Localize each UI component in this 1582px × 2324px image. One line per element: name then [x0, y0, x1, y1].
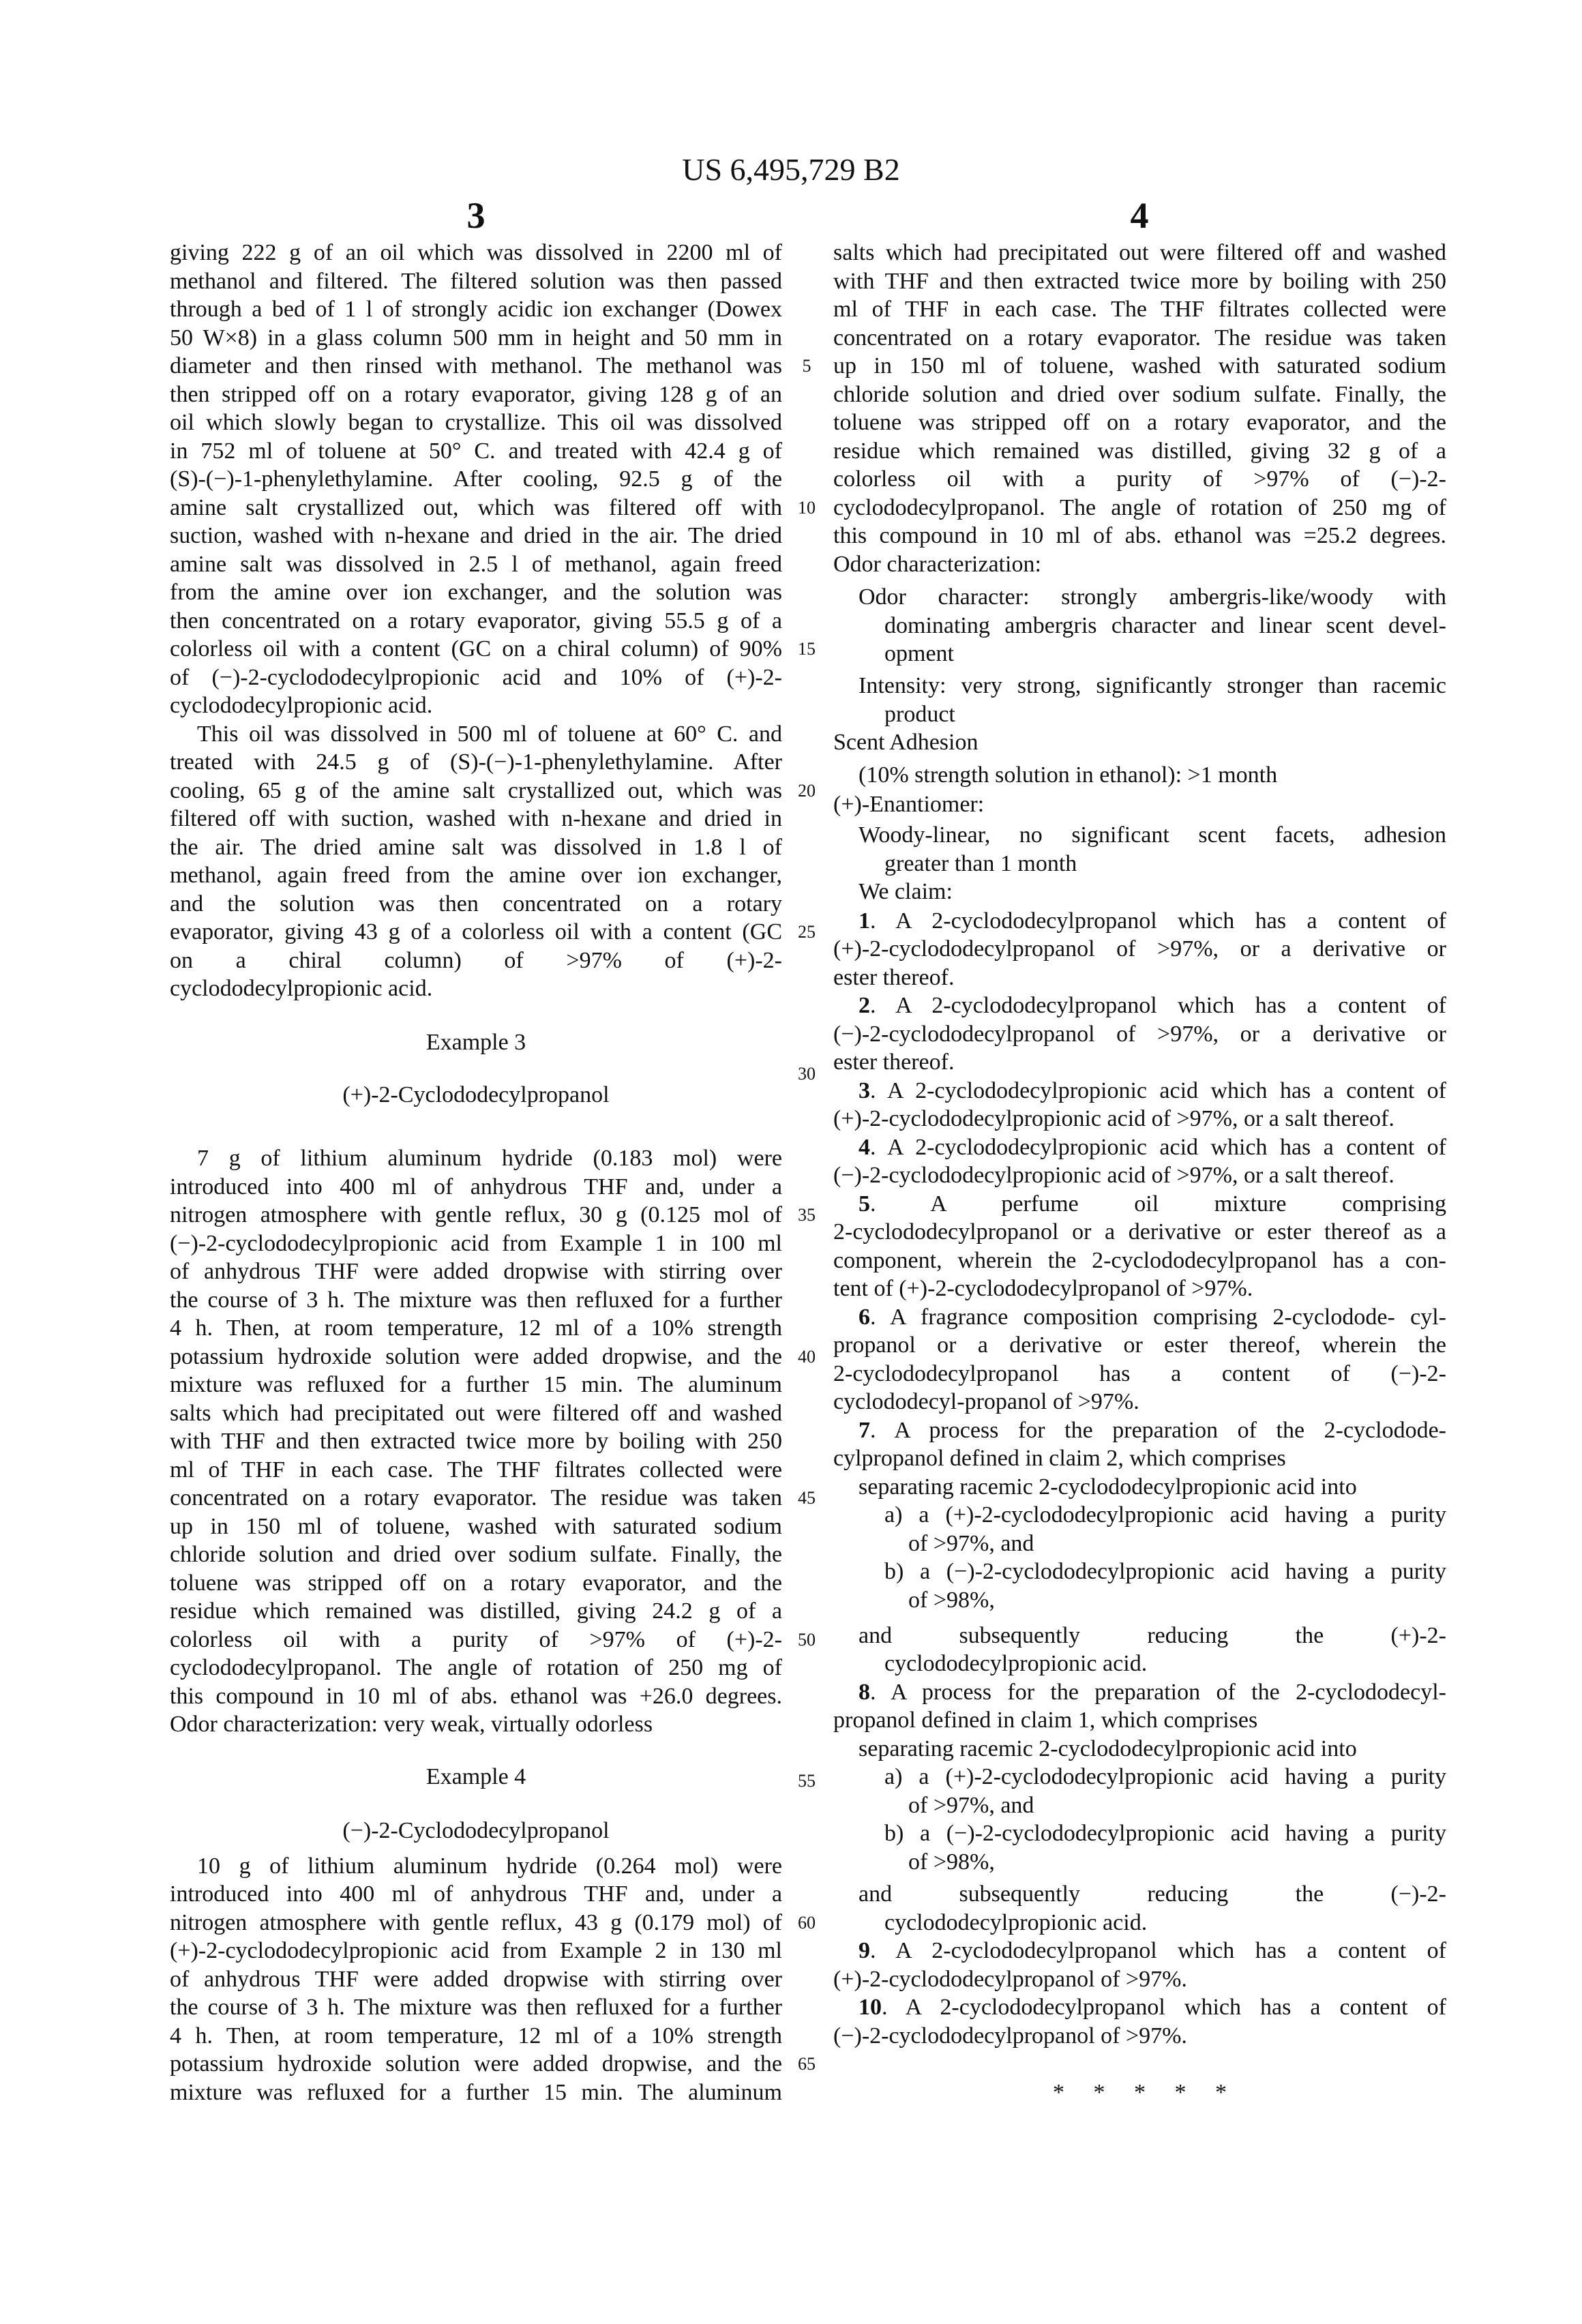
line-text: This oil was dissolved in 500 ml of toluene at 60° C. and [197, 721, 782, 747]
line-text: cyclododecylpropionic acid. [170, 693, 432, 718]
text-line [833, 522, 1446, 550]
text-line [833, 324, 1446, 353]
text-line [170, 381, 782, 409]
line-text: and subsequently reducing the (−)-2- [859, 1881, 1446, 1907]
line-text: colorless oil with a content (GC on a chiral column) of 90% [170, 636, 782, 661]
line-number: 65 [793, 2050, 820, 2079]
claim-line [833, 1360, 1446, 1388]
line-text: Intensity: very strong, significantly stronger than racemic [859, 673, 1446, 698]
line-number: 40 [793, 1343, 820, 1371]
claim-line [833, 1275, 1446, 1303]
text-line [197, 1144, 782, 1173]
line-text: cyclododecylpropionic acid. [884, 1910, 1147, 1935]
claim-item-line [908, 1848, 1446, 1877]
line-text: Odor character: strongly ambergris-like/woody with [859, 584, 1446, 610]
text-line [170, 607, 782, 636]
line-text: this compound in 10 ml of abs. ethanol was +26.0 degrees. [170, 1684, 782, 1709]
claim-step-line [859, 1735, 1446, 1763]
text-line [170, 1937, 782, 1965]
claim-step-line [884, 1909, 1446, 1937]
section-heading [170, 1028, 782, 1057]
claim-line [833, 1161, 1446, 1190]
line-text: the course of 3 h. The mixture was then refluxed for a further [170, 1287, 782, 1313]
claim-line [833, 2022, 1446, 2051]
label-line [833, 728, 1446, 757]
line-text: chloride solution and dried over sodium sulfate. Finally, the [833, 382, 1446, 407]
line-text: (+)-2-Cyclododecylpropanol [342, 1082, 609, 1107]
line-text: salts which had precipitated out were filtered off and washed [170, 1401, 782, 1426]
claim-line [833, 1048, 1446, 1077]
claim-step-line [884, 1650, 1446, 1678]
text-line [170, 2022, 782, 2051]
line-text: a) a (+)-2-cyclododecylpropionic acid having a purity [884, 1764, 1446, 1789]
claim-line [859, 992, 1446, 1020]
line-text: with THF and then extracted twice more by boiling with 250 [833, 269, 1446, 294]
line-number: 10 [793, 494, 820, 522]
patent-number: US 6,495,729 B2 [0, 151, 1582, 188]
line-text: Example 3 [426, 1030, 526, 1055]
line-text: mixture was refluxed for a further 15 min. The aluminum [170, 2080, 782, 2105]
line-number: 60 [793, 1909, 820, 1937]
claim-number: 6 [859, 1305, 870, 1330]
line-text: . A 2-cyclododecylpropanol which has a content of [870, 1938, 1446, 1963]
text-line [170, 890, 782, 919]
text-line [884, 850, 1446, 878]
line-number: 55 [793, 1767, 820, 1796]
line-text: (−)-2-cyclododecylpropanol of >97%, or a derivative or [833, 1022, 1446, 1047]
line-text: oil which slowly began to crystallize. This oil was dissolved [170, 410, 782, 435]
label-line [833, 550, 1446, 579]
text-line [170, 748, 782, 777]
line-text: ester thereof. [833, 1049, 954, 1075]
text-line [833, 352, 1446, 381]
line-text: 4 h. Then, at room temperature, 12 ml of a 10% strength [170, 2023, 782, 2049]
line-text: separating racemic 2-cyclododecylpropionic acid into [859, 1736, 1357, 1761]
line-text: through a bed of 1 l of strongly acidic ion exchanger (Dowex [170, 297, 782, 322]
line-text: residue which remained was distilled, giving 32 g of a [833, 438, 1446, 464]
line-text: cooling, 65 g of the amine salt crystallized out, which was [170, 778, 782, 803]
text-line [170, 1230, 782, 1258]
claim-line [833, 1105, 1446, 1133]
line-text: from the amine over ion exchanger, and the solution was [170, 580, 782, 605]
line-text: . A process for the preparation of the 2-cyclododecyl- [870, 1680, 1446, 1705]
text-line [170, 691, 782, 720]
line-text: . A 2-cyclododecylpropionic acid which has a content of [870, 1135, 1446, 1160]
line-text: the course of 3 h. The mixture was then refluxed for a further [170, 1995, 782, 2020]
text-line [170, 352, 782, 381]
line-text: cyclododecyl-propanol of >97%. [833, 1389, 1139, 1414]
line-text: ester thereof. [833, 965, 954, 990]
text-line [170, 777, 782, 805]
line-text: b) a (−)-2-cyclododecylpropionic acid having a purity [884, 1559, 1446, 1584]
left-text-column [170, 0, 782, 2324]
line-text: product [884, 702, 955, 727]
claim-line [833, 1444, 1446, 1473]
claim-number: 7 [859, 1418, 870, 1443]
column-number-left: 3 [442, 194, 510, 237]
line-text: of >98%, [908, 1849, 995, 1875]
claim-item-line [908, 1586, 1446, 1615]
text-line [170, 1173, 782, 1202]
line-text: nitrogen atmosphere with gentle reflux, 30 g (0.125 mol of [170, 1202, 782, 1227]
text-line [833, 408, 1446, 437]
end-of-document-mark [833, 2079, 1446, 2107]
line-text: 10 g of lithium aluminum hydride (0.264 mol) were [197, 1853, 782, 1879]
line-text: * * * * * [1053, 2080, 1227, 2105]
line-number: 25 [793, 918, 820, 947]
line-text: opment [884, 641, 954, 666]
text-line [833, 494, 1446, 522]
line-number: 30 [793, 1060, 820, 1088]
line-text: ml of THF in each case. The THF filtrates collected were [833, 297, 1446, 322]
text-line [170, 1427, 782, 1456]
text-line [170, 664, 782, 692]
line-text: salts which had precipitated out were filtered off and washed [833, 240, 1446, 265]
text-line [859, 672, 1446, 700]
text-line [170, 408, 782, 437]
line-text: (+)-2-cyclododecylpropanol of >97%. [833, 1967, 1187, 1992]
line-text: concentrated on a rotary evaporator. The residue was taken [170, 1485, 782, 1510]
text-line [833, 239, 1446, 267]
text-line [884, 640, 1446, 668]
line-text: . A process for the preparation of the 2-cyclodode- [870, 1418, 1446, 1443]
label-line [833, 790, 1446, 819]
claim-number: 1 [859, 908, 870, 934]
text-line [170, 1654, 782, 1682]
line-text: introduced into 400 ml of anhydrous THF and, under a [170, 1174, 782, 1200]
line-text: component, wherein the 2-cyclododecylpropanol has a con- [833, 1248, 1446, 1273]
line-text: chloride solution and dried over sodium sulfate. Finally, the [170, 1542, 782, 1567]
text-line [170, 494, 782, 522]
text-line [859, 821, 1446, 850]
line-text: colorless oil with a purity of >97% of (+)-2- [170, 1627, 782, 1652]
line-text: introduced into 400 ml of anhydrous THF and, under a [170, 1881, 782, 1907]
line-text: methanol and filtered. The filtered solution was then passed [170, 269, 782, 294]
line-text: a) a (+)-2-cyclododecylpropionic acid having a purity [884, 1502, 1446, 1528]
claim-line [833, 1388, 1446, 1416]
column-number-right: 4 [1105, 194, 1174, 237]
text-line [170, 635, 782, 664]
text-line [170, 1314, 782, 1343]
line-number: 15 [793, 635, 820, 664]
line-text: amine salt was dissolved in 2.5 l of methanol, again freed [170, 552, 782, 577]
line-text: cyclododecylpropionic acid. [884, 1651, 1147, 1676]
line-text: with THF and then extracted twice more by boiling with 250 [170, 1429, 782, 1454]
claim-line [859, 1993, 1446, 2022]
line-text: dominating ambergris character and linear scent devel- [884, 613, 1446, 638]
text-line [170, 1343, 782, 1371]
claim-item-line [908, 1530, 1446, 1558]
text-line [170, 1993, 782, 2022]
claim-item-line [884, 1763, 1446, 1791]
text-line [170, 1626, 782, 1654]
line-text: concentrated on a rotary evaporator. The residue was taken [833, 325, 1446, 351]
line-text: cyclododecylpropanol. The angle of rotation of 250 mg of [170, 1655, 782, 1680]
claim-number: 8 [859, 1680, 870, 1705]
line-text: (S)-(−)-1-phenylethylamine. After cooling, 92.5 g of the [170, 466, 782, 492]
line-text: then concentrated on a rotary evaporator, giving 55.5 g of a [170, 608, 782, 634]
line-text: treated with 24.5 g of (S)-(−)-1-phenylethylamine. After [170, 749, 782, 775]
text-line [170, 861, 782, 890]
text-line [170, 522, 782, 550]
line-text: evaporator, giving 43 g of a colorless oil with a content (GC [170, 919, 782, 944]
text-line [170, 833, 782, 862]
claim-line [859, 907, 1446, 936]
claim-step-line [859, 1622, 1446, 1650]
line-text: cyclododecylpropanol. The angle of rotation of 250 mg of [833, 495, 1446, 520]
line-text: (−)-2-cyclododecylpropionic acid of >97%, or a salt thereof. [833, 1163, 1394, 1188]
text-line [170, 1880, 782, 1909]
line-text: of anhydrous THF were added dropwise with stirring over [170, 1259, 782, 1284]
line-text: of >97%, and [908, 1531, 1034, 1556]
line-text: toluene was stripped off on a rotary evaporator, and the [170, 1570, 782, 1596]
line-number: 5 [793, 352, 820, 381]
claim-number: 3 [859, 1078, 870, 1103]
line-text: and the solution was then concentrated on a rotary [170, 891, 782, 917]
line-text: (−)-2-cyclododecylpropanol of >97%. [833, 2023, 1187, 2049]
claim-number: 5 [859, 1191, 870, 1217]
text-line [170, 1965, 782, 1994]
text-line [170, 1909, 782, 1937]
line-text: amine salt crystallized out, which was filtered off with [170, 495, 782, 520]
text-line [170, 974, 782, 1003]
text-line [170, 1201, 782, 1230]
line-text: (+)-2-cyclododecylpropionic acid of >97%, or a salt thereof. [833, 1106, 1394, 1131]
line-text: of (−)-2-cyclododecylpropionic acid and 10% of (+)-2- [170, 665, 782, 690]
text-line [170, 1682, 782, 1711]
line-text: b) a (−)-2-cyclododecylpropionic acid having a purity [884, 1821, 1446, 1846]
line-text: . A 2-cyclododecylpropanol which has a content of [882, 1995, 1446, 2020]
line-text: propanol defined in claim 1, which comprises [833, 1708, 1257, 1733]
claim-number: 2 [859, 993, 870, 1018]
line-text: the air. The dried amine salt was dissolved in 1.8 l of [170, 835, 782, 860]
claim-item-line [908, 1791, 1446, 1820]
claim-line [859, 1190, 1446, 1219]
claim-line [859, 1133, 1446, 1162]
line-text: greater than 1 month [884, 851, 1077, 876]
line-text: Odor characterization: very weak, virtually odorless [170, 1712, 653, 1737]
line-text: 50 W×8) in a glass column 500 mm in height and 50 mm in [170, 325, 782, 351]
line-text: (10% strength solution in ethanol): >1 month [859, 762, 1277, 788]
text-line [170, 947, 782, 975]
line-number: 50 [793, 1626, 820, 1654]
claim-step-line [859, 1473, 1446, 1502]
line-text: . A perfume oil mixture comprising [870, 1191, 1446, 1217]
text-line [170, 239, 782, 267]
claim-line [859, 1077, 1446, 1105]
claim-line [833, 935, 1446, 964]
line-text: and subsequently reducing the (+)-2- [859, 1623, 1446, 1648]
line-text: . A 2-cyclododecylpropionic acid which has a content of [870, 1078, 1446, 1103]
claim-item-line [884, 1501, 1446, 1530]
line-text: separating racemic 2-cyclododecylpropionic acid into [859, 1474, 1357, 1500]
line-text: of >98%, [908, 1588, 995, 1613]
section-heading [170, 1763, 782, 1791]
text-line [170, 324, 782, 353]
line-text: (−)-2-cyclododecylpropionic acid from Example 1 in 100 ml [170, 1231, 782, 1256]
text-line [170, 1540, 782, 1569]
text-line [833, 267, 1446, 296]
line-number: 35 [793, 1201, 820, 1230]
claim-line [833, 1706, 1446, 1735]
line-text: We claim: [859, 879, 953, 904]
claim-line [833, 1020, 1446, 1049]
text-line [884, 700, 1446, 729]
line-text: Scent Adhesion [833, 730, 978, 755]
line-text: 2-cyclododecylpropanol has a content of (−)-2- [833, 1361, 1446, 1386]
claim-line [833, 1965, 1446, 1994]
text-line [170, 1456, 782, 1485]
line-text: this compound in 10 ml of abs. ethanol was =25.2 degrees. [833, 523, 1446, 548]
line-text: on a chiral column) of >97% of (+)-2- [170, 948, 782, 973]
claim-step-line [859, 1880, 1446, 1909]
text-line [833, 295, 1446, 324]
text-line [170, 1513, 782, 1541]
text-line [833, 381, 1446, 409]
line-text: . A 2-cyclododecylpropanol which has a content of [870, 993, 1446, 1018]
line-text: in 752 ml of toluene at 50° C. and treated with 42.4 g of [170, 438, 782, 464]
text-line [859, 761, 1446, 790]
line-text: ml of THF in each case. The THF filtrates collected were [170, 1457, 782, 1483]
text-line [170, 1399, 782, 1428]
line-text: (−)-2-Cyclododecylpropanol [342, 1818, 609, 1843]
claim-line [833, 1331, 1446, 1360]
claim-line [859, 1416, 1446, 1445]
text-line [170, 437, 782, 466]
text-line [170, 295, 782, 324]
text-line [170, 1710, 782, 1739]
label-line [859, 878, 1446, 906]
line-number: 20 [793, 777, 820, 805]
claim-line [859, 1678, 1446, 1707]
line-text: of >97%, and [908, 1793, 1034, 1818]
line-text: up in 150 ml of toluene, washed with saturated sodium [833, 353, 1446, 378]
line-text: up in 150 ml of toluene, washed with saturated sodium [170, 1514, 782, 1539]
text-line [884, 612, 1446, 640]
line-text: nitrogen atmosphere with gentle reflux, 43 g (0.179 mol) of [170, 1910, 782, 1935]
line-text: (+)-2-cyclododecylpropionic acid from Example 2 in 130 ml [170, 1938, 782, 1963]
text-line [170, 267, 782, 296]
line-text: then stripped off on a rotary evaporator, giving 128 g of an [170, 382, 782, 407]
text-line [859, 583, 1446, 612]
text-line [170, 805, 782, 833]
text-line [833, 437, 1446, 466]
claim-item-line [884, 1819, 1446, 1848]
line-text: residue which remained was distilled, giving 24.2 g of a [170, 1598, 782, 1624]
claim-line [833, 1247, 1446, 1275]
line-text: giving 222 g of an oil which was dissolved in 2200 ml of [170, 240, 782, 265]
line-text: . A 2-cyclododecylpropanol which has a content of [870, 908, 1446, 934]
text-line [170, 465, 782, 494]
line-text: Odor characterization: [833, 552, 1041, 577]
line-text: toluene was stripped off on a rotary evaporator, and the [833, 410, 1446, 435]
text-line [170, 1484, 782, 1513]
line-text: potassium hydroxide solution were added dropwise, and the [170, 1344, 782, 1369]
claim-line [859, 1303, 1446, 1332]
line-text: filtered off with suction, washed with n-hexane and dried in [170, 806, 782, 831]
line-text: suction, washed with n-hexane and dried in the air. The dried [170, 523, 782, 548]
text-line [170, 578, 782, 607]
line-text: (+)-Enantiomer: [833, 792, 984, 817]
line-text: diameter and then rinsed with methanol. The methanol was [170, 353, 782, 378]
text-line [170, 1257, 782, 1286]
line-text: methanol, again freed from the amine over ion exchanger, [170, 863, 782, 888]
line-text: tent of (+)-2-cyclododecylpropanol of >97%. [833, 1276, 1253, 1301]
line-text: Example 4 [426, 1764, 526, 1789]
text-line [170, 1597, 782, 1626]
line-text: 4 h. Then, at room temperature, 12 ml of a 10% strength [170, 1315, 782, 1341]
line-text: 7 g of lithium aluminum hydride (0.183 mol) were [197, 1146, 782, 1171]
claim-number: 10 [859, 1995, 882, 2020]
line-text: colorless oil with a purity of >97% of (−)-2- [833, 466, 1446, 492]
section-heading [170, 1081, 782, 1109]
claim-number: 9 [859, 1938, 870, 1963]
text-line [170, 918, 782, 947]
claim-number: 4 [859, 1135, 870, 1160]
claim-line [833, 1218, 1446, 1247]
line-text: propanol or a derivative or ester thereof, wherein the [833, 1332, 1446, 1358]
text-line [833, 465, 1446, 494]
text-line [170, 2079, 782, 2107]
text-line [170, 550, 782, 579]
line-text: . A fragrance composition comprising 2-cyclodode- cyl- [870, 1305, 1446, 1330]
line-text: mixture was refluxed for a further 15 min. The aluminum [170, 1372, 782, 1397]
section-heading [170, 1817, 782, 1845]
text-line [197, 720, 782, 749]
line-text: cyclododecylpropionic acid. [170, 976, 432, 1001]
line-text: cylpropanol defined in claim 2, which comprises [833, 1446, 1286, 1471]
line-text: Woody-linear, no significant scent facets, adhesion [859, 822, 1446, 848]
claim-line [833, 964, 1446, 992]
text-line [170, 1286, 782, 1315]
right-text-column [833, 0, 1446, 2324]
line-number: 45 [793, 1484, 820, 1513]
line-text: of anhydrous THF were added dropwise with stirring over [170, 1967, 782, 1992]
claim-item-line [884, 1558, 1446, 1586]
text-line [170, 2050, 782, 2079]
line-text: (+)-2-cyclododecylpropanol of >97%, or a derivative or [833, 936, 1446, 962]
claim-line [859, 1937, 1446, 1965]
text-line [197, 1852, 782, 1881]
text-line [170, 1569, 782, 1598]
line-text: potassium hydroxide solution were added dropwise, and the [170, 2051, 782, 2076]
line-text: 2-cyclododecylpropanol or a derivative or ester thereof as a [833, 1219, 1446, 1245]
text-line [170, 1371, 782, 1399]
